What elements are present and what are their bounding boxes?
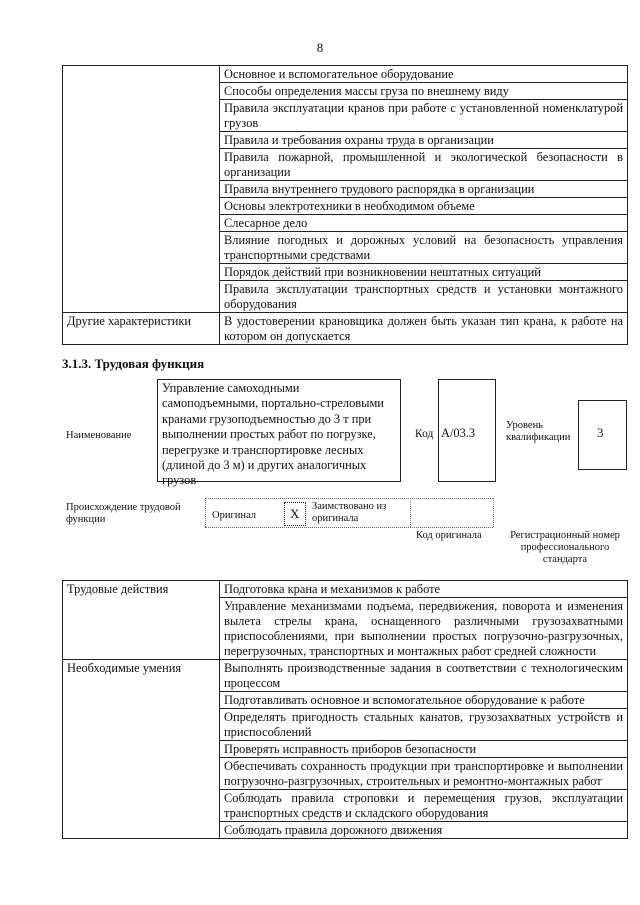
origin-left-divider [205,498,206,527]
row-label: Другие характеристики [63,313,220,345]
origin-label: Происхождение трудовой функции [66,502,181,525]
table-row [63,313,628,345]
labor-action: Управление механизмами подъема, передвижения, поворота и изменения вылета стрелы крана, оснащенного различными грузозахватными приспособлениями, при выполнении простых погрузочно-разгрузочных, перегрузочных, транспортных и монтажных работ средней сложности [220,598,628,660]
row-text: Способы определения массы груза по внешнему виду [220,83,628,100]
function-name: Управление самоходными самоподъемными, портально-стреловыми кранами грузоподъемностью до 3 т при выполнении простых работ по погрузке, перегрузке и транспортировке лесных (длиной до 3 м) и других аналогичных грузов [157,379,401,482]
required-skill: Выполнять производственные задания в соответствии с технологическим процессом [220,660,628,692]
group-label: Трудовые действия [63,581,220,660]
table-row [63,581,628,598]
row-text: Влияние погодных и дорожных условий на безопасность управления транспортными средствами [220,232,628,264]
origin-mark: X [290,506,300,521]
level-label: Уровень квалификации [506,420,571,443]
origin-borrowed: Заимствовано из оригинала [312,501,387,524]
row-text: В удостоверении крановщика должен быть указан тип крана, к работе на котором он допускается [220,313,628,345]
page-number: 8 [316,40,324,55]
row-text: Правила эксплуатации кранов при работе с установленной номенклатурой грузов [220,100,628,132]
level-value: 3 [597,425,604,440]
row-text: Основное и вспомогательное оборудование [220,66,628,83]
registration-caption: Регистрационный номер профессионального стандарта [510,530,620,565]
row-label [63,66,220,313]
table-row [63,66,628,83]
required-skill: Соблюдать правила дорожного движения [220,822,628,839]
row-text: Основы электротехники в необходимом объеме [220,198,628,215]
required-skill: Подготавливать основное и вспомогательное оборудование к работе [220,692,628,709]
knowledge-table [62,65,628,345]
section-title: 3.1.3. Трудовая функция [62,356,205,371]
origin-right-divider [493,498,494,527]
origin-original: Оригинал [212,510,256,521]
actions-skills-table [62,580,628,839]
name-label: Наименование [66,430,132,441]
row-text: Правила пожарной, промышленной и экологической безопасности в организации [220,149,628,181]
row-text: Слесарное дело [220,215,628,232]
origin-top-divider [205,498,493,499]
required-skill: Проверять исправность приборов безопасности [220,741,628,758]
origin-mid-divider [410,498,411,527]
row-text: Порядок действий при возникновении нештатных ситуаций [220,264,628,281]
required-skill: Соблюдать правила строповки и перемещения грузов, эксплуатации транспортных средств и складского оборудования [220,790,628,822]
code-original-caption: Код оригинала [416,530,482,541]
required-skill: Обеспечивать сохранность продукции при транспортировке и выполнении погрузочно-разгрузочных, строительных и ремонтно-монтажных работ [220,758,628,790]
labor-action: Подготовка крана и механизмов к работе [220,581,628,598]
table-row [63,660,628,692]
required-skill: Определять пригодность стальных канатов, грузозахватных устройств и приспособлений [220,709,628,741]
code-value: A/03.3 [441,426,476,440]
group-label: Необходимые умения [63,660,220,839]
code-label: Код [415,428,434,440]
row-text: Правила эксплуатации транспортных средств и установки монтажного оборудования [220,281,628,313]
origin-bottom-divider [205,527,493,528]
row-text: Правила и требования охраны труда в организации [220,132,628,149]
row-text: Правила внутреннего трудового распорядка в организации [220,181,628,198]
